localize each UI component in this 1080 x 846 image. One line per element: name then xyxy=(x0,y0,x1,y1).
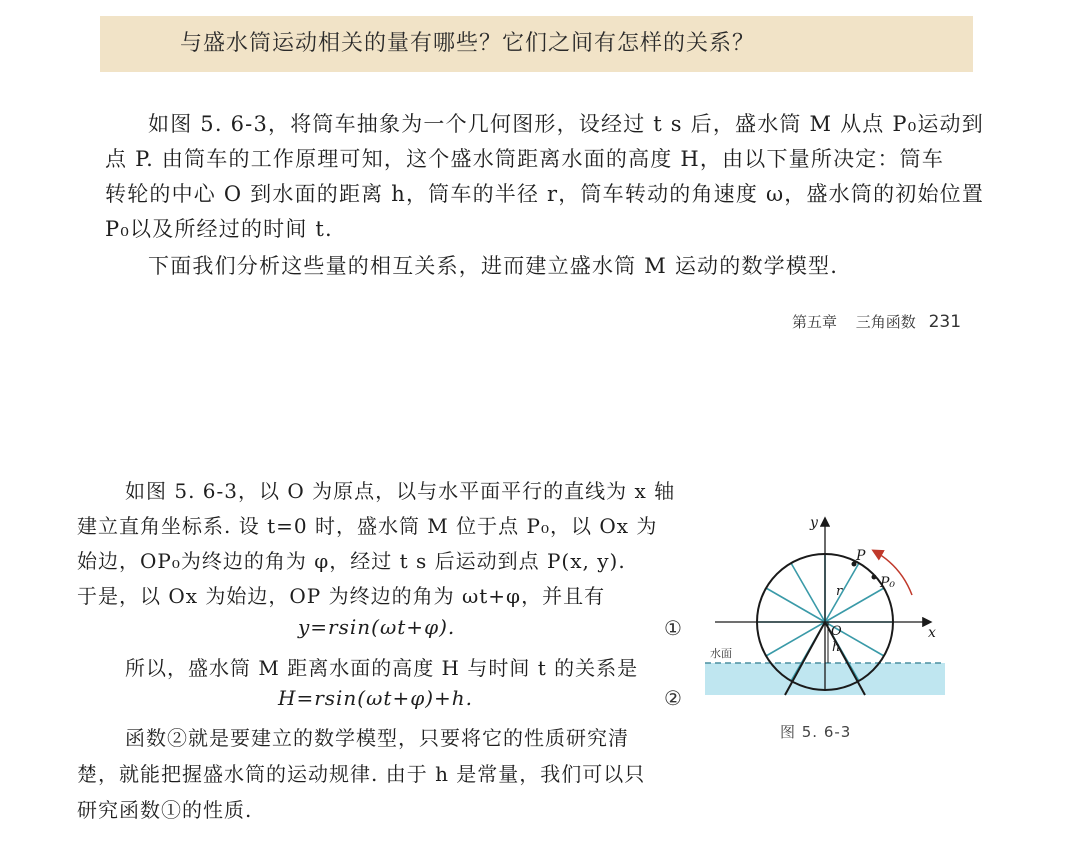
figure-caption: 图 5. 6-3 xyxy=(780,723,852,741)
equation-2: H=rsin(ωt+φ)+h. xyxy=(278,686,474,710)
paragraph-line: 如图 5. 6-3，以 O 为原点，以与水平面平行的直线为 x 轴 xyxy=(125,479,676,503)
label-p: P xyxy=(856,548,866,564)
paragraph-line: 点 P. 由筒车的工作原理可知，这个盛水筒距离水面的高度 H，由以下量所决定：筒车 xyxy=(105,147,945,171)
label-o: O xyxy=(831,624,842,639)
label-water-surface: 水面 xyxy=(710,647,732,660)
paragraph-line: 研究函数①的性质. xyxy=(77,798,253,822)
equation-2-marker: ② xyxy=(664,686,682,710)
paragraph-line: 所以，盛水筒 M 距离水面的高度 H 与时间 t 的关系是 xyxy=(125,656,639,680)
page-number: 231 xyxy=(928,312,962,332)
paragraph-line: 始边，OP₀为终边的角为 φ，经过 t s 后运动到点 P(x, y). xyxy=(77,549,626,573)
point-p0 xyxy=(872,575,877,580)
equation-1: y=rsin(ωt+φ). xyxy=(298,615,456,639)
footer-section: 三角函数 xyxy=(855,313,916,331)
label-x: x xyxy=(928,625,936,641)
paragraph-line: 建立直角坐标系. 设 t=0 时，盛水筒 M 位于点 P₀，以 Ox 为 xyxy=(77,514,658,538)
label-p0: P₀ xyxy=(880,575,896,591)
paragraph-line: 如图 5. 6-3，将筒车抽象为一个几何图形，设经过 t s 后，盛水筒 M 从点 P₀运动到 xyxy=(148,112,984,136)
label-h: h xyxy=(832,640,841,655)
water-wheel-figure xyxy=(690,505,980,705)
equation-1-marker: ① xyxy=(664,616,682,640)
paragraph-line: 楚，就能把握盛水筒的运动规律. 由于 h 是常量，我们可以只 xyxy=(77,762,646,786)
paragraph-line: 函数②就是要建立的数学模型，只要将它的性质研究清 xyxy=(125,726,629,750)
label-r: r xyxy=(836,584,843,599)
label-y: y xyxy=(810,515,818,531)
paragraph-line: 于是，以 Ox 为始边，OP 为终边的角为 ωt+φ，并且有 xyxy=(77,584,606,608)
paragraph-line: 下面我们分析这些量的相互关系，进而建立盛水筒 M 运动的数学模型. xyxy=(148,254,839,278)
footer-chapter: 第五章 xyxy=(792,313,838,331)
paragraph-line: P₀以及所经过的时间 t. xyxy=(105,217,333,241)
page-footer xyxy=(792,311,961,332)
paragraph-line: 转轮的中心 O 到水面的距离 h，筒车的半径 r，筒车转动的角速度 ω，盛水筒的初始位置 xyxy=(105,182,985,206)
question-banner: 与盛水筒运动相关的量有哪些？它们之间有怎样的关系？ xyxy=(100,16,973,72)
